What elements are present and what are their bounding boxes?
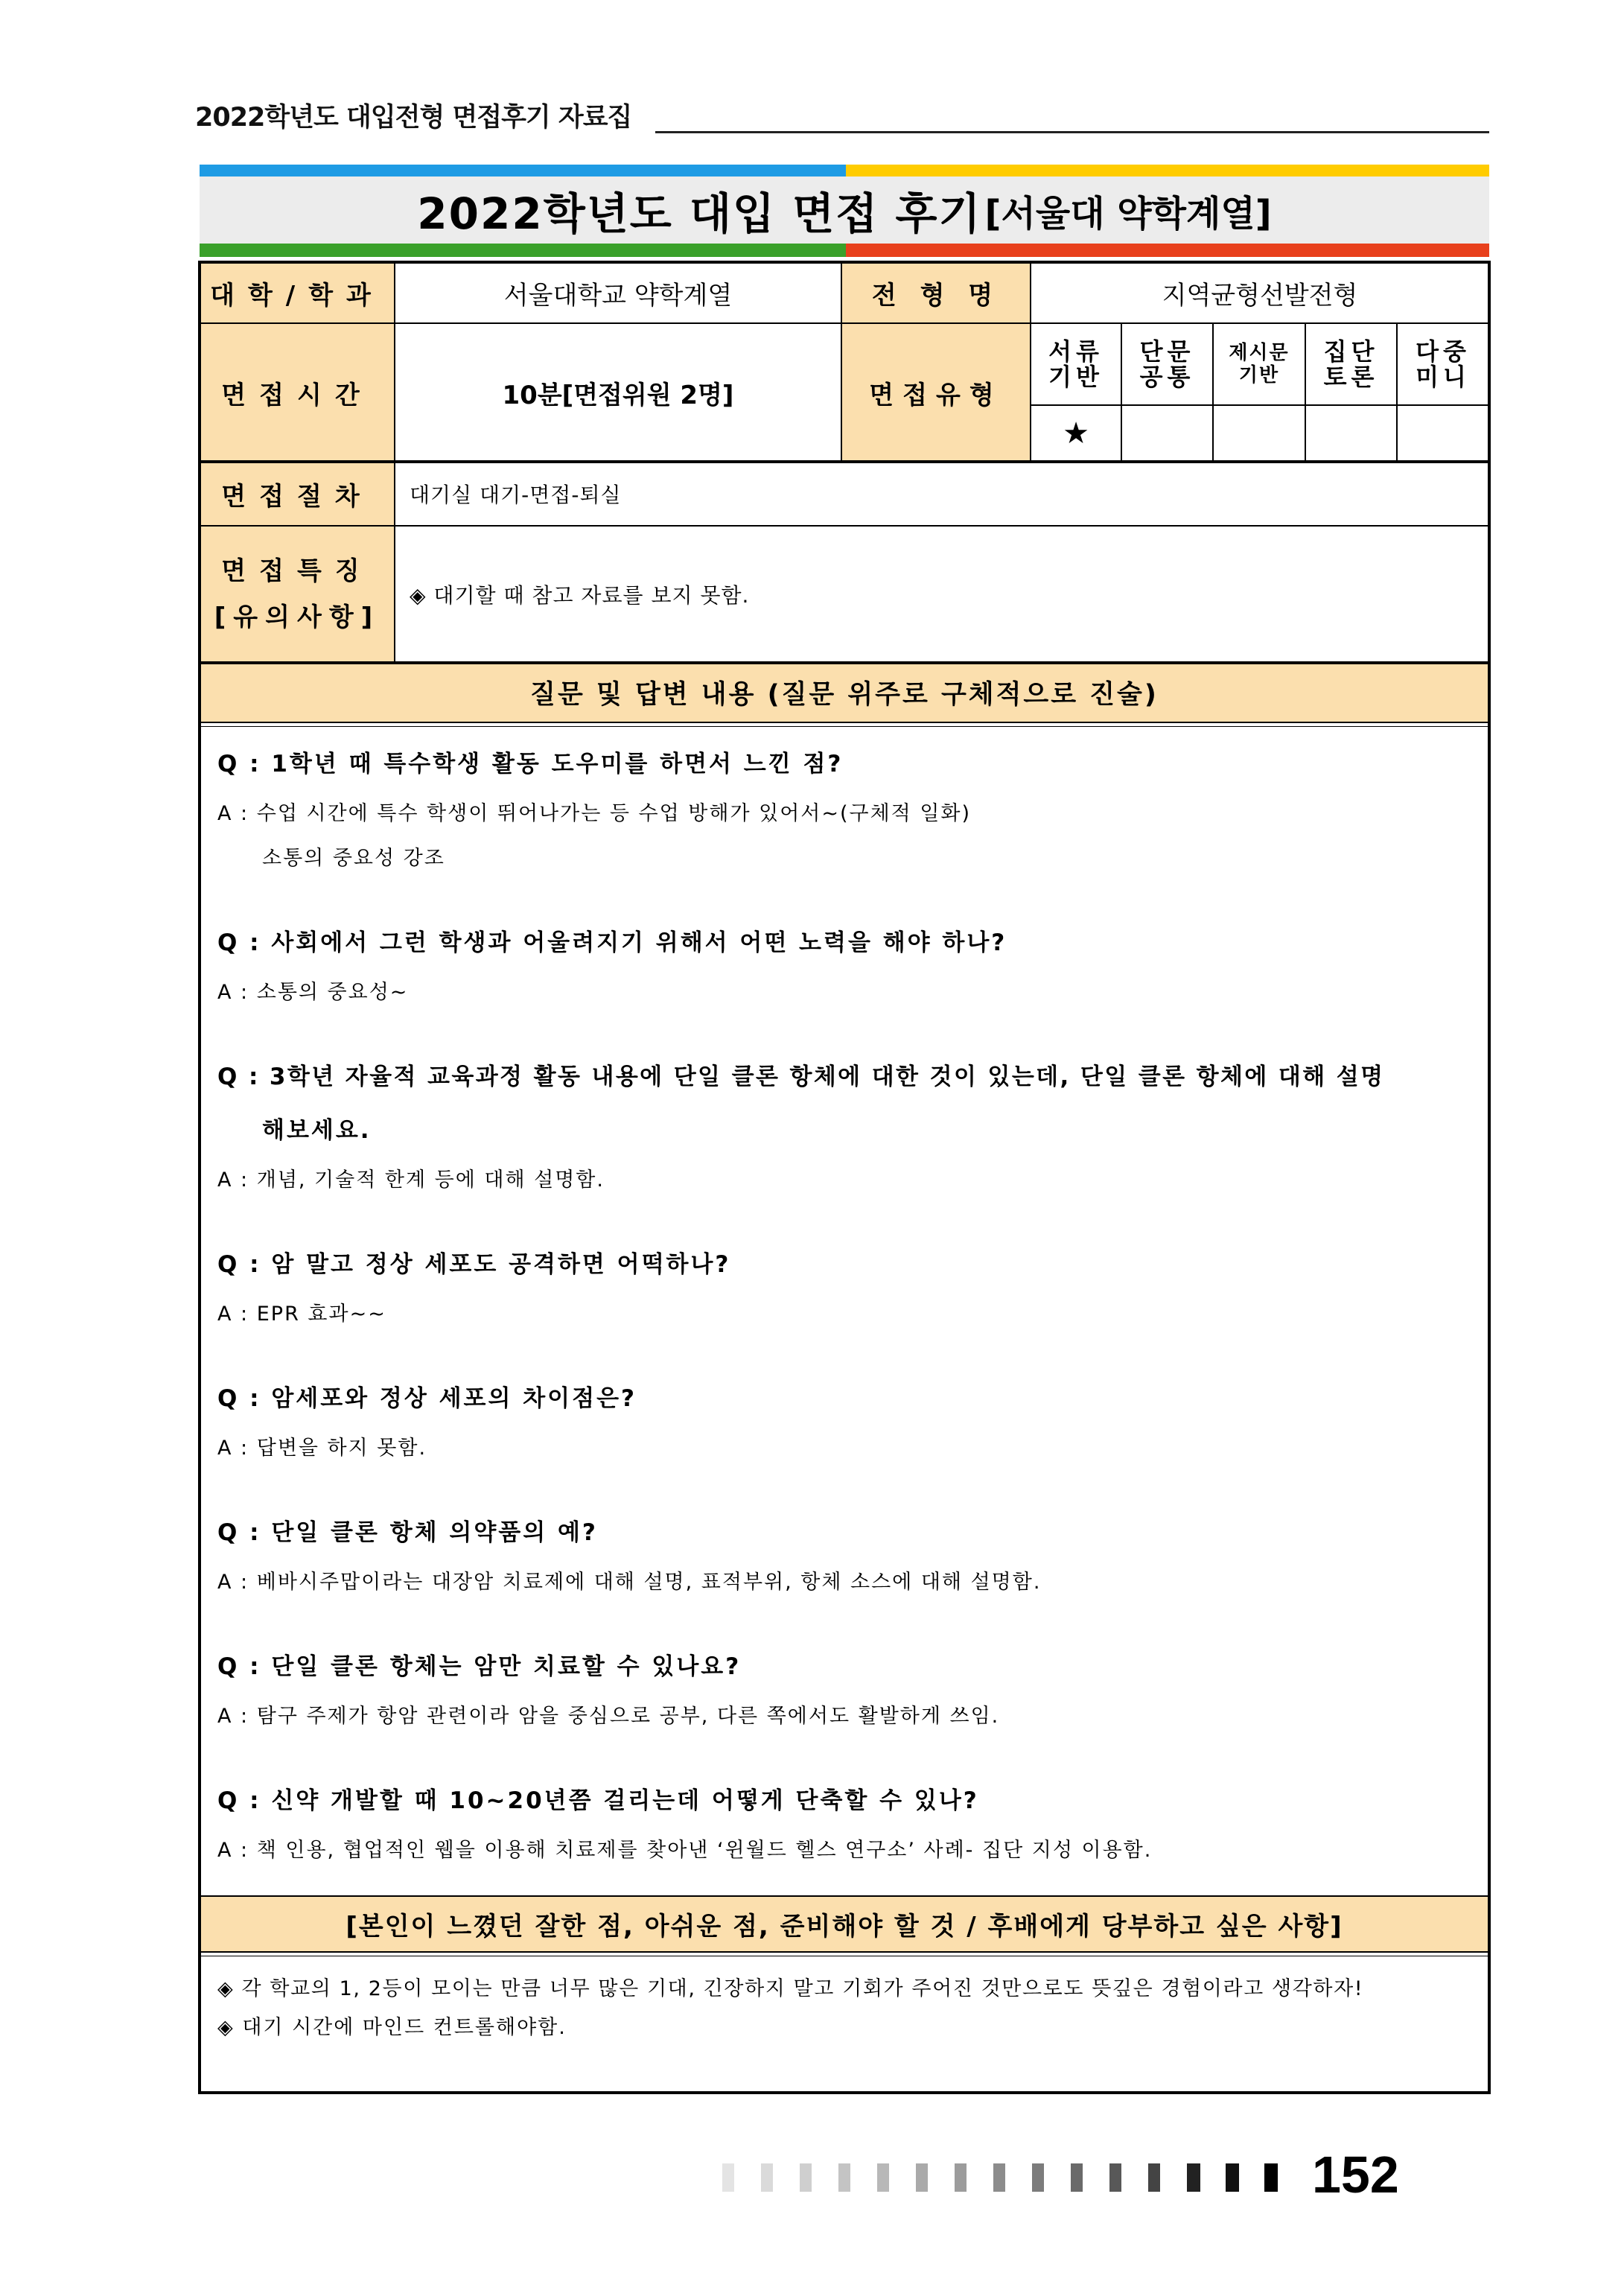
qa-section-heading: 질문 및 답변 내용 (질문 위주로 구체적으로 진술) [200,663,1489,722]
page-indicator-block [800,2163,812,2192]
page-indicator-block [761,2163,773,2192]
type-mark-document-based: ★ [1063,416,1089,451]
page-indicator-block [1226,2163,1239,2192]
question-2: Q : 사회에서 그런 학생과 어울려지기 위해서 어떤 노력을 해야 하나? [217,929,1007,956]
page-indicator-block [1148,2163,1160,2192]
page-indicator-block [1187,2163,1200,2192]
features-value: ◈ 대기할 때 참고 자료를 보지 못함. [410,583,750,608]
question-3-line-1: Q : 3학년 자율적 교육과정 활동 내용에 단일 클론 항체에 대한 것이 있는데, 단일 클론 항체에 대해 설명 [217,1063,1385,1090]
question-4: Q : 암 말고 정상 세포도 공격하면 어떡하나? [217,1251,731,1278]
type-mark-passage-based [1213,405,1305,462]
page-title: 2022학년도 대입 면접 후기 [417,188,982,239]
question-8: Q : 신약 개발할 때 10~20년쯤 걸리는데 어떻게 단축할 수 있나? [217,1787,979,1814]
grid-line [1396,323,1398,462]
type-label: 면접유형 [841,323,1031,462]
procedure-value: 대기실 대기-면접-퇴실 [410,483,622,507]
header-rule [655,131,1489,133]
type-mark-group-discussion [1305,405,1397,462]
page-indicator-block [1264,2163,1278,2192]
grid-line [200,322,1488,324]
banner-stripe-red [846,244,1489,257]
answer-7: A : 탐구 주제가 항암 관련이라 암을 중심으로 공부, 다른 쪽에서도 활발하게 쓰임. [217,1705,1000,1728]
table-border-bottom [198,2091,1491,2094]
grid-line [1212,323,1214,462]
question-3-line-2: 해보세요. [262,1117,372,1144]
type-group-discussion: 집단 토론 [1323,337,1379,391]
page-indicator-block [955,2163,967,2192]
type-passage-based: 제시문 기반 [1229,342,1290,387]
page-indicator-block [993,2163,1005,2192]
admission-label: 전 형 명 [841,262,1031,323]
page-indicator-block [722,2163,734,2192]
answer-4: A : EPR 효과~~ [217,1303,386,1326]
grid-line [200,722,1488,723]
page-indicator-block [1071,2163,1083,2192]
admission-value: 지역균형선발전형 [1162,280,1358,311]
grid-line [200,1895,1488,1897]
answer-5: A : 답변을 하지 못함. [217,1437,427,1460]
advice-section-heading: [본인이 느꼈던 잘한 점, 아쉬운 점, 준비해야 할 것 / 후배에게 당부하고 싶은 사항] [200,1896,1489,1951]
page-number: 152 [1312,2146,1399,2204]
grid-line [200,1951,1488,1953]
answer-3: A : 개념, 기술적 한계 등에 대해 설명함. [217,1168,605,1192]
grid-line [200,525,1488,527]
time-value: 10분[면접위원 2명] [502,380,734,410]
grid-line [394,262,395,663]
type-short-common: 단문 공통 [1139,337,1195,391]
advice-line-1: ◈ 각 학교의 1, 2등이 모이는 만큼 너무 많은 기대, 긴장하지 말고 기회가 주어진 것만으로도 뜻깊은 경험이라고 생각하자! [217,1977,1364,2000]
grid-line [1031,404,1488,406]
grid-line [1305,323,1306,462]
page-subtitle: [서울대 약학계열] [984,192,1272,235]
procedure-label: 면접절차 [200,462,395,526]
title-banner [200,177,1489,244]
university-value: 서울대학교 약학계열 [503,280,733,311]
grid-line [1030,262,1031,462]
table-border-top [198,261,1491,264]
grid-line [200,661,1488,664]
question-1: Q : 1학년 때 특수학생 활동 도우미를 하면서 느낀 점? [217,751,844,777]
page-indicator-block [838,2163,850,2192]
grid-line [200,460,1488,463]
grid-line [200,726,1488,727]
type-multi-mini: 다중 미니 [1416,337,1471,391]
question-6: Q : 단일 클론 항체 의약품의 예? [217,1519,598,1546]
answer-6: A : 베바시주맙이라는 대장암 치료제에 대해 설명, 표적부위, 항체 소스에 대해 설명함. [217,1571,1042,1594]
page-indicator-block [1109,2163,1121,2192]
advice-line-2: ◈ 대기 시간에 마인드 컨트롤해야함. [217,2016,567,2039]
collection-title: 2022학년도 대입전형 면접후기 자료집 [195,103,632,133]
type-document-based: 서류 기반 [1048,337,1104,391]
question-5: Q : 암세포와 정상 세포의 차이점은? [217,1385,637,1412]
table-border-right [1488,261,1491,2094]
type-mark-multi-mini [1397,405,1489,462]
type-mark-short-common [1121,405,1213,462]
question-7: Q : 단일 클론 항체는 암만 치료할 수 있나요? [217,1653,742,1680]
answer-1-line-1: A : 수업 시간에 특수 학생이 뛰어나가는 등 수업 방해가 있어서~(구체적 일화) [217,802,972,825]
page-indicator-block [877,2163,889,2192]
grid-line [1121,323,1122,462]
time-label: 면접시간 [200,323,395,462]
table-border-left [198,261,201,2094]
grid-line [841,262,842,462]
banner-stripe-blue [200,165,846,177]
university-label: 대학/학과 [200,262,395,323]
page-indicator-block [1032,2163,1044,2192]
answer-8: A : 책 인용, 협업적인 웹을 이용해 치료제를 찾아낸 ‘윈월드 헬스 연구소’ 사례- 집단 지성 이용함. [217,1839,1153,1862]
answer-1-line-2: 소통의 중요성 강조 [262,847,445,870]
answer-2: A : 소통의 중요성~ [217,981,409,1004]
banner-stripe-green [200,244,846,257]
features-label: 면접특징 [유의사항] [200,526,395,663]
page-indicator-block [916,2163,928,2192]
banner-stripe-yellow [846,165,1489,177]
